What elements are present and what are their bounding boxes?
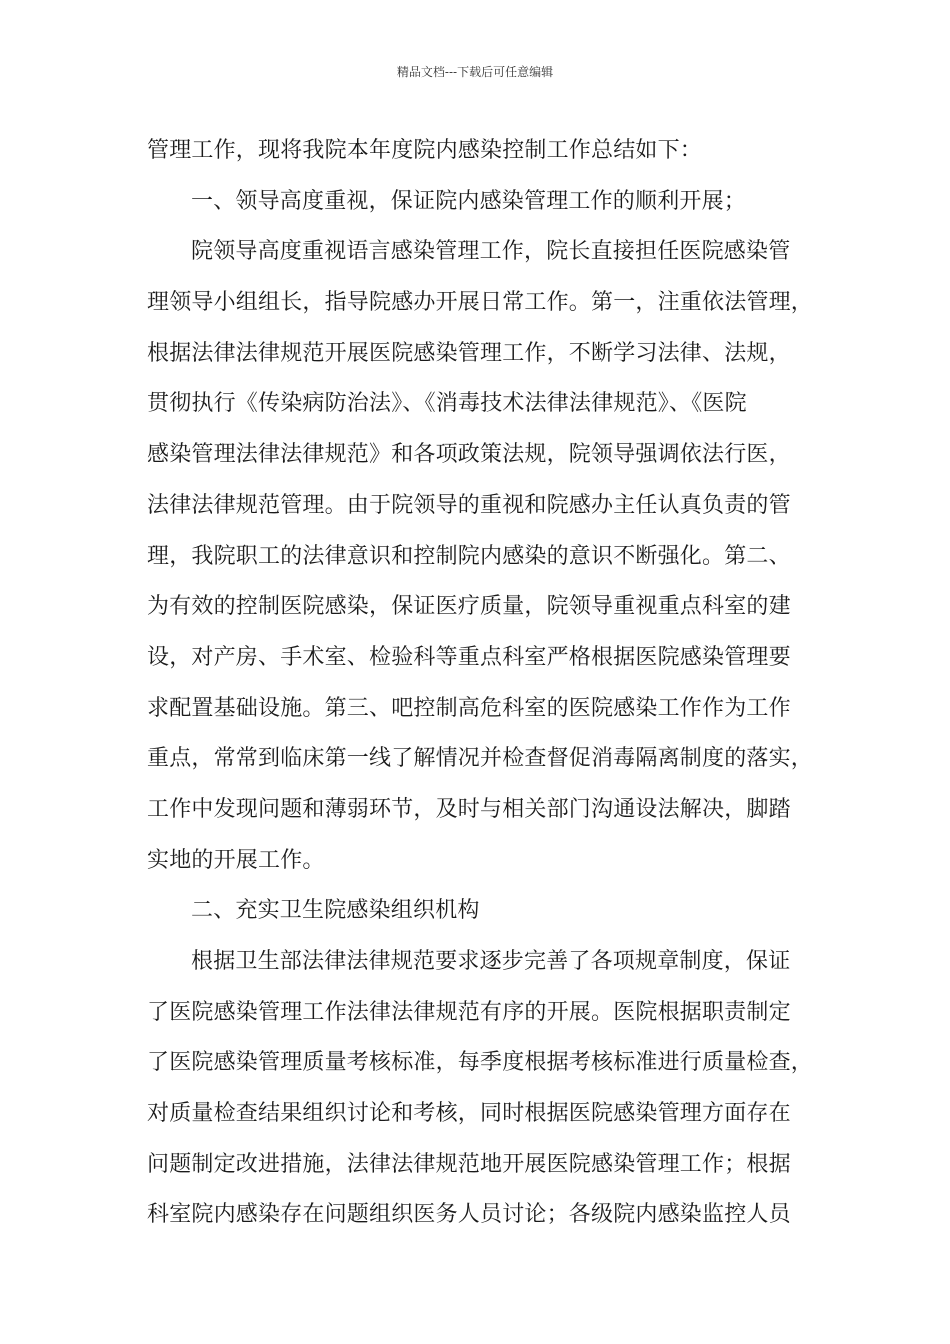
text-line: 工作中发现问题和薄弱环节，及时与相关部门沟通设法解决，脚踏 bbox=[147, 796, 791, 822]
text-line: 重点，常常到临床第一线了解情况并检查督促消毒隔离制度的落实， bbox=[147, 746, 814, 772]
text-line: 理，我院职工的法律意识和控制院内感染的意识不断强化。第二、 bbox=[147, 543, 791, 569]
text-line: 求配置基础设施。第三、吧控制高危科室的医院感染工作作为工作 bbox=[147, 695, 791, 721]
text-line: 设，对产房、手术室、检验科等重点科室严格根据医院感染管理要 bbox=[147, 644, 791, 670]
text-line: 科室院内感染存在问题组织医务人员讨论；各级院内感染监控人员 bbox=[147, 1202, 791, 1228]
text-line: 了医院感染管理质量考核标准，每季度根据考核标准进行质量检查， bbox=[147, 1050, 814, 1076]
paragraph-first-line: 根据卫生部法律法律规范要求逐步完善了各项规章制度，保证 bbox=[191, 949, 791, 974]
text-line: 对质量检查结果组织讨论和考核，同时根据医院感染管理方面存在 bbox=[147, 1101, 791, 1127]
text-line: 贯彻执行《传染病防治法》、《消毒技术法律法律规范》、《医院 bbox=[147, 391, 747, 417]
text-line: 感染管理法律法律规范》和各项政策法规，院领导强调依法行医， bbox=[147, 442, 791, 468]
document-body bbox=[147, 129, 814, 1244]
text-line: 根据法律法律规范开展医院感染管理工作，不断学习法律、法规， bbox=[147, 340, 791, 366]
text-line: 了医院感染管理工作法律法律规范有序的开展。医院根据职责制定 bbox=[147, 999, 791, 1025]
text-line: 法律法律规范管理。由于院领导的重视和院感办主任认真负责的管 bbox=[147, 492, 791, 518]
section-heading: 二、充实卫生院感染组织机构 bbox=[191, 898, 480, 924]
text-line: 问题制定改进措施，法律法律规范地开展医院感染管理工作；根据 bbox=[147, 1151, 791, 1177]
page-header: 精品文档---下载后可任意编辑 bbox=[396, 65, 554, 79]
section-heading: 一、领导高度重视，保证院内感染管理工作的顺利开展； bbox=[191, 188, 747, 214]
text-line: 实地的开展工作。 bbox=[147, 847, 325, 873]
text-line: 理领导小组组长，指导院感办开展日常工作。第一，注重依法管理， bbox=[147, 290, 814, 316]
text-line: 管理工作，现将我院本年度院内感染控制工作总结如下： bbox=[147, 138, 703, 163]
paragraph-first-line: 院领导高度重视语言感染管理工作，院长直接担任医院感染管 bbox=[191, 239, 791, 265]
text-line: 为有效的控制医院感染，保证医疗质量，院领导重视重点科室的建 bbox=[147, 594, 791, 620]
